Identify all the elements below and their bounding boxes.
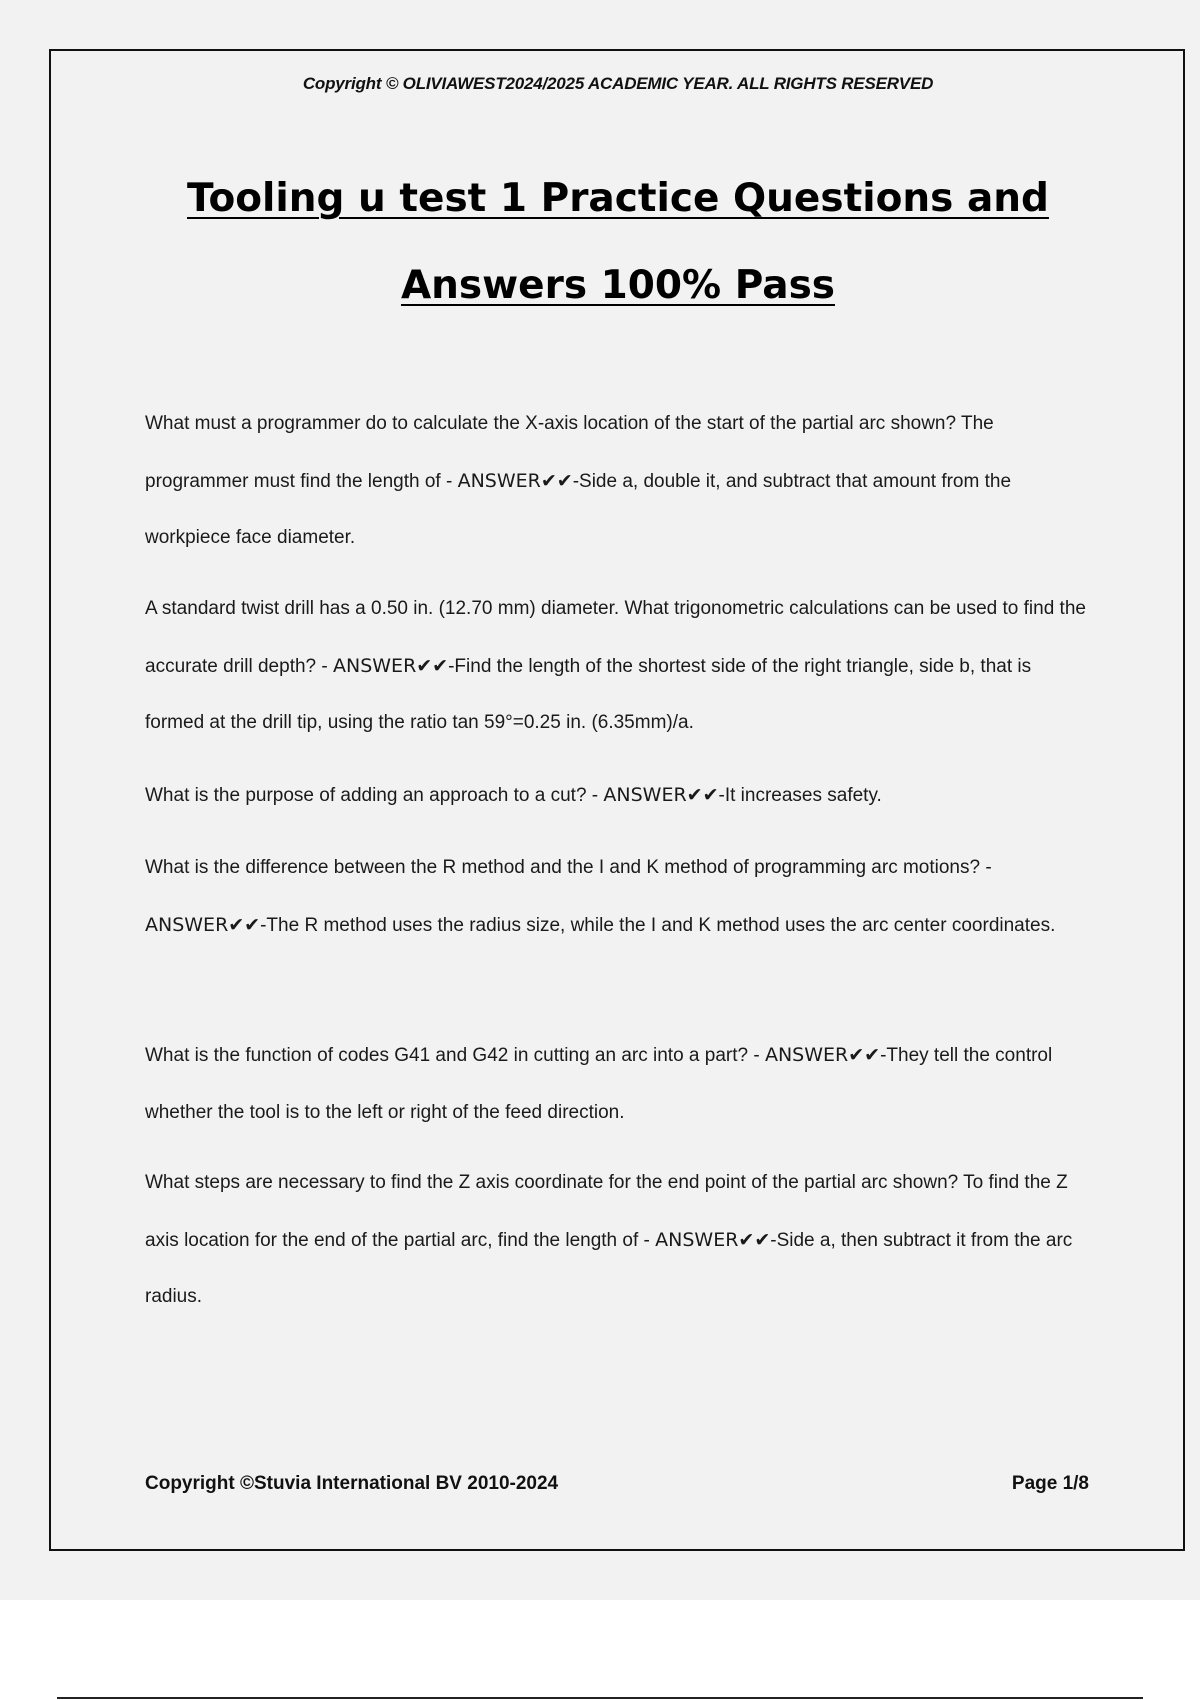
document-title-line-1: Tooling u test 1 Practice Questions and [187, 176, 1049, 221]
qa-item-2 [145, 581, 1095, 752]
document-title-line-2: Answers 100% Pass [400, 263, 835, 308]
question-text: What steps are necessary to find the Z axis coordinate for the end point of the partial arc shown? To find the Z axis location for the end of the partial arc, find the length of - [145, 1172, 1068, 1251]
next-page-rule [57, 1697, 1143, 1699]
qa-item-6 [145, 1155, 1095, 1326]
answer-text: -Side a, then subtract it from the arc radius. [145, 1229, 1073, 1307]
question-text: What must a programmer do to calculate the X-axis location of the start of the partial arc shown? The programmer must find the length of - [145, 413, 994, 492]
qa-item-4 [145, 840, 1095, 954]
answer-marker: ANSWER✔✔ [457, 469, 573, 492]
answer-marker: ANSWER✔✔ [603, 784, 719, 806]
qa-item-3 [145, 767, 1095, 825]
footer-copyright: Copyright ©Stuvia International BV 2010-2024 [145, 1473, 559, 1494]
qa-item-5 [145, 1027, 1095, 1141]
answer-text: -The R method uses the radius size, while the I and K method uses the arc center coordinates. [260, 914, 1056, 936]
answer-text: -They tell the control whether the tool is to the left or right of the feed direction. [145, 1045, 1053, 1123]
answer-text: -It increases safety. [718, 785, 882, 806]
qa-item-1 [145, 396, 1095, 567]
answer-text: -Find the length of the shortest side of the right triangle, side b, that is formed at the drill tip, using the ratio tan 59°=0.25 in. (6.35mm)/a. [145, 655, 1032, 733]
answer-marker: ANSWER✔✔ [764, 1044, 881, 1066]
answer-marker: ANSWER✔✔ [655, 1228, 771, 1251]
question-text: What is the purpose of adding an approach to a cut? - [145, 785, 604, 806]
question-text: What is the difference between the R method and the I and K method of programming arc motions? - [145, 857, 992, 878]
answer-marker: ANSWER✔✔ [333, 654, 449, 677]
question-text: What is the function of codes G41 and G42 in cutting an arc into a part? - [145, 1045, 765, 1066]
question-text: A standard twist drill has a 0.50 in. (12.70 mm) diameter. What trigonometric calculations can be used to find the accurate drill depth? - [145, 598, 1086, 677]
top-copyright: Copyright © OLIVIAWEST2024/2025 ACADEMIC YEAR. ALL RIGHTS RESERVED [302, 74, 934, 93]
page-number: Page 1/8 [1011, 1473, 1089, 1494]
answer-text: -Side a, double it, and subtract that amount from the workpiece face diameter. [145, 470, 1012, 548]
answer-marker: ANSWER✔✔ [145, 913, 261, 936]
